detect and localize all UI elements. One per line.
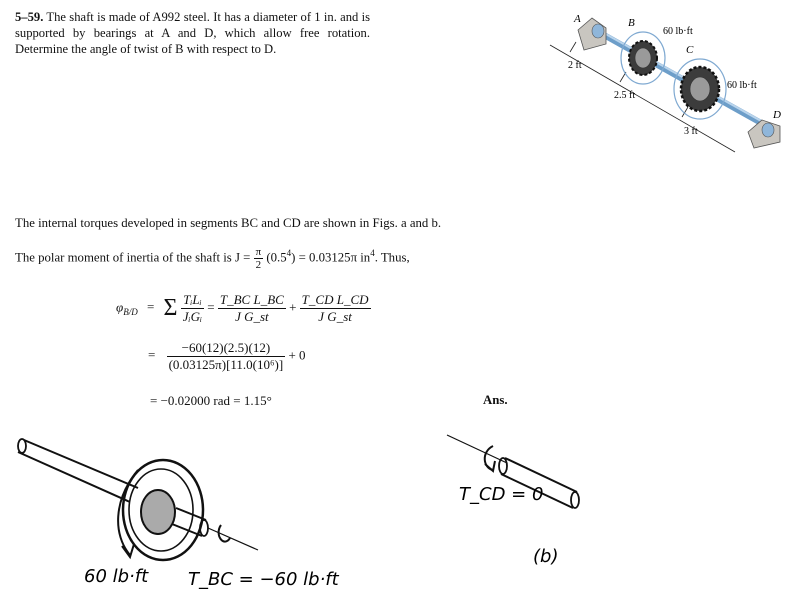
problem-text: The shaft is made of A992 steel. It has a diameter of 1 in. and is supported by bearings at A and D, which allow free rotation. Determine the angle of twist of B with respect to D. <box>15 10 371 56</box>
sketch-b-caption: (b) <box>533 546 559 567</box>
label-b: B <box>628 17 635 29</box>
label-len-bc: 2.5 ft <box>614 90 636 101</box>
sketch-a-torque: 60 lb·ft <box>84 566 149 587</box>
answer-label: Ans. <box>483 393 508 407</box>
label-torque-c: 60 lb·ft <box>727 80 757 91</box>
label-len-cd: 3 ft <box>684 126 698 137</box>
label-len-ab: 2 ft <box>568 60 582 71</box>
label-torque-b: 60 lb·ft <box>663 26 693 37</box>
equation-line-2: = $\frac{-60(12)(2.5)(12)}{\text{(0.03125π)[11.0(10⁶)]}}$ + 0 <box>148 340 306 372</box>
equation-main: $\varphi_{B/D} = \Sigma$ $\frac{\text{TᵢLᵢ}}{\text{JᵢGᵢ}}$ = $\frac{\text{T\_BC L\_BC}}{\text{J G\_st}}$ + $\frac{\text{T\_CD L\_CD}}{\text{J G\_st}}$ <box>116 292 369 324</box>
shaft-figure <box>540 10 795 160</box>
problem-number: 5–59. <box>15 10 44 24</box>
sketch-a <box>18 430 348 595</box>
solution-line-1: The internal torques developed in segments BC and CD are shown in Figs. a and b. <box>15 216 442 230</box>
solution-line-2: The polar moment of inertia of the shaft is J = $\frac{\pi}{2}$ $(0.5^4) = 0.03125\pi$ $in^4$. Thus, <box>15 246 410 271</box>
sketch-a-tbc: T_BC = −60 lb·ft <box>188 569 339 590</box>
sketch-b <box>445 430 605 575</box>
label-a: A <box>574 13 581 25</box>
equation-line-3: = −0.02000 rad = 1.15° <box>150 393 272 408</box>
sketch-b-tcd: T_CD = 0 <box>459 484 544 505</box>
problem-statement <box>15 9 370 57</box>
label-d: D <box>773 109 781 121</box>
label-c: C <box>686 44 694 56</box>
line2-prefix: The polar moment of inertia of the shaft is J = <box>15 250 251 265</box>
pi-over-two: $\frac{\pi}{2}$ <box>255 246 262 271</box>
